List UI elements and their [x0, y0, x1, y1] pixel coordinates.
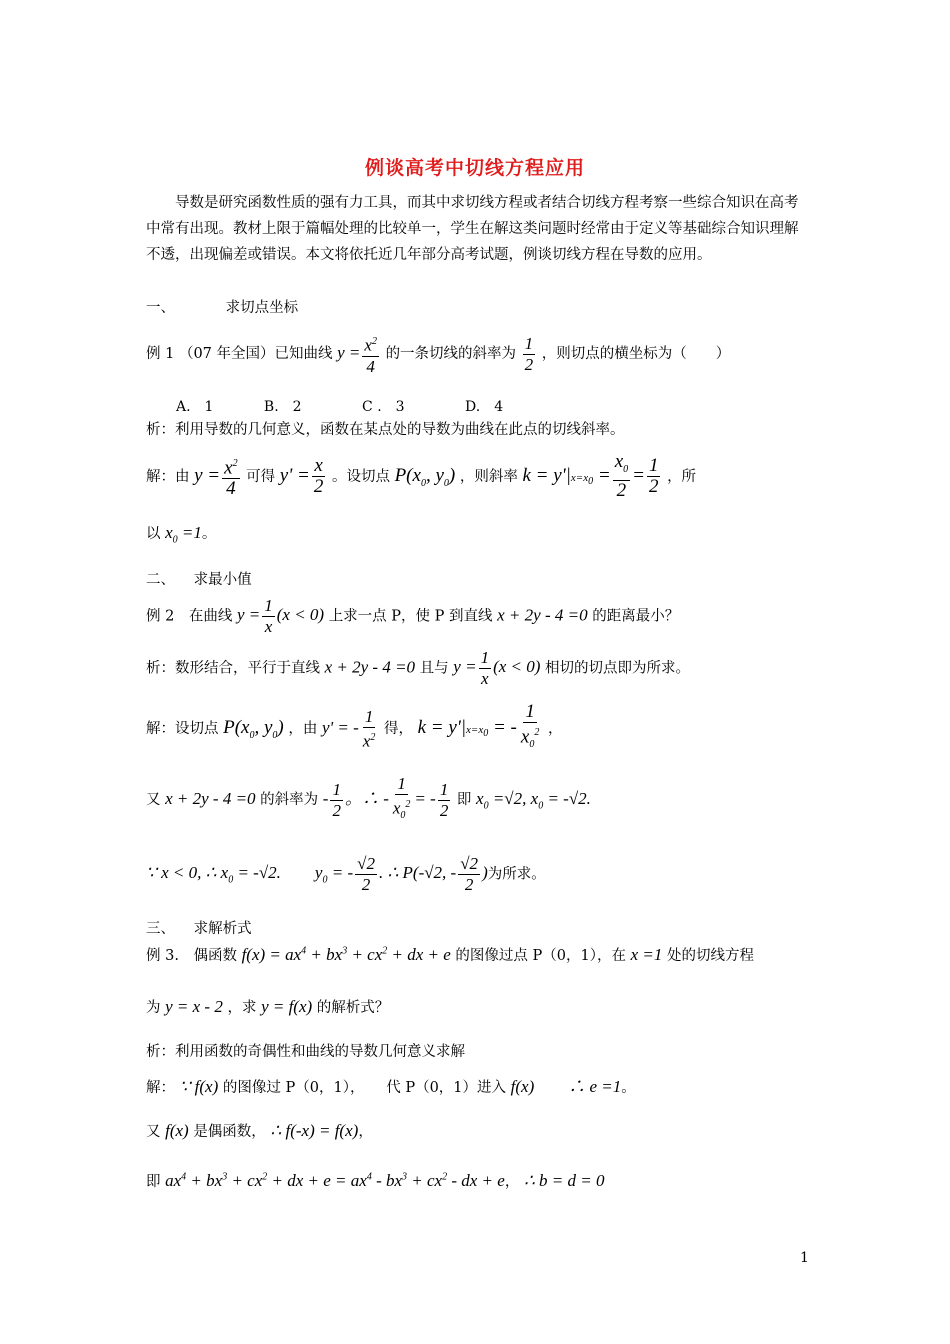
example-2-analysis: 析：数形结合，平行于直线 x + 2y - 4 =0 且与 y = $\frac{1}{x}$ (x < 0) 相切的切点即为所求。: [146, 648, 691, 688]
example-1-conclusion: 以 $x_0 =1$。: [146, 523, 217, 546]
example-2-solution: 解：设切点 $P(x_0$, $y_0$) ，由 y' = - $\frac{1}{x^2}$ 得， $k = y'|x=x_0$ = - $\frac{1}{x_0^2}$ ，: [146, 701, 563, 751]
formula-one-half: $\frac{1}{2}$: [524, 333, 534, 374]
example-3: 例 3. 偶函数 $f(x) = ax^4 + bx^3 + cx^2$ + dx + e 的图像过点 P（0，1），在 x =1 处的切线方程: [146, 945, 754, 964]
choice-a: A. 1: [176, 399, 214, 415]
example-2-conclusion: ∵ x < 0, ∴ $x_0 = -√2$. $y_0$ = - $\frac{√2}{2}$ . ∴ P(-√2, - $\frac{√2}{2}$ )为所求。: [146, 854, 546, 894]
example-3-solution: 解： ∵ f(x) 的图像过 P（0，1）， 代 P（0，1）进入 f(x) ∴ e =1。: [146, 1077, 636, 1096]
example-3-expand: 即 $ax^4 + bx^3 + cx^2$ + dx + $e = ax^4 - bx^3 + cx^2$ - dx + e， ∴ b = d = 0: [146, 1171, 605, 1190]
page-title: 例谈高考中切线方程应用: [364, 157, 585, 179]
page-number: 1: [800, 1250, 809, 1266]
choice-c: C . 3: [362, 399, 405, 415]
example-1-analysis: 析：利用导数的几何意义，函数在某点处的导数为曲线在此点的切线斜率。: [146, 422, 625, 438]
formula-y-x2-over-4: y = $\frac{x^2}{4}$: [337, 343, 381, 362]
example-2-slope: 又 x + 2y - 4 =0 的斜率为 - $\frac{1}{2}$ 。∴ - $\frac{1}{x_0^2}$ = - $\frac{1}{2}$ 即 $x_0 =√2$, $x_0 = -√2$.: [146, 774, 591, 822]
intro-paragraph: 导数是研究函数性质的强有力工具，而其中求切线方程或者结合切线方程考察一些综合知识在高考中常有出现。教材上限于篇幅处理的比较单一，学生在解这类问题时经常由于定义等基础综合知识理解不透，出现偏差或错误。本文将依托近几年部分高考试题，例谈切线方程在导数的应用。: [146, 195, 799, 263]
choice-b: B. 2: [263, 399, 302, 415]
example-2: 例 2 在曲线 y = $\frac{1}{x}$ (x < 0) 上求一点 P，使 P 到直线 x + 2y - 4 =0 的距离最小？: [146, 596, 680, 636]
example-1-choices: [176, 396, 503, 416]
example-1: 例 1 （07 年全国）已知曲线 y = $\frac{x^2}{4}$ 的一条切线的斜率为 $\frac{1}{2}$ ，则切点的横坐标为（ ）: [146, 333, 731, 376]
example-1-solution: 解：由 y = $\frac{x^2}{4}$ 可得 y' = $\frac{x}{2}$ 。设切点 $P(x_0$, $y_0$) ，则斜率 $k = y'|x=x_0$ = $\frac{x_0}{2}$ = $\frac{1}{2}$ ，所: [146, 451, 697, 501]
example-3-cont: 为 y = x - 2 ，求 y = f(x) 的解析式？: [146, 997, 390, 1016]
section-3-heading: 三、 求解析式: [146, 921, 252, 937]
example-3-analysis: 析：利用函数的奇偶性和曲线的导数几何意义求解: [146, 1044, 465, 1060]
example-3-even: 又 f(x) 是偶函数， ∴ f(-x) = f(x)，: [146, 1121, 373, 1140]
section-2-heading: 二、 求最小值: [146, 572, 252, 588]
section-1-heading: 一、 求切点坐标: [146, 300, 299, 316]
choice-d: D. 4: [465, 399, 504, 415]
